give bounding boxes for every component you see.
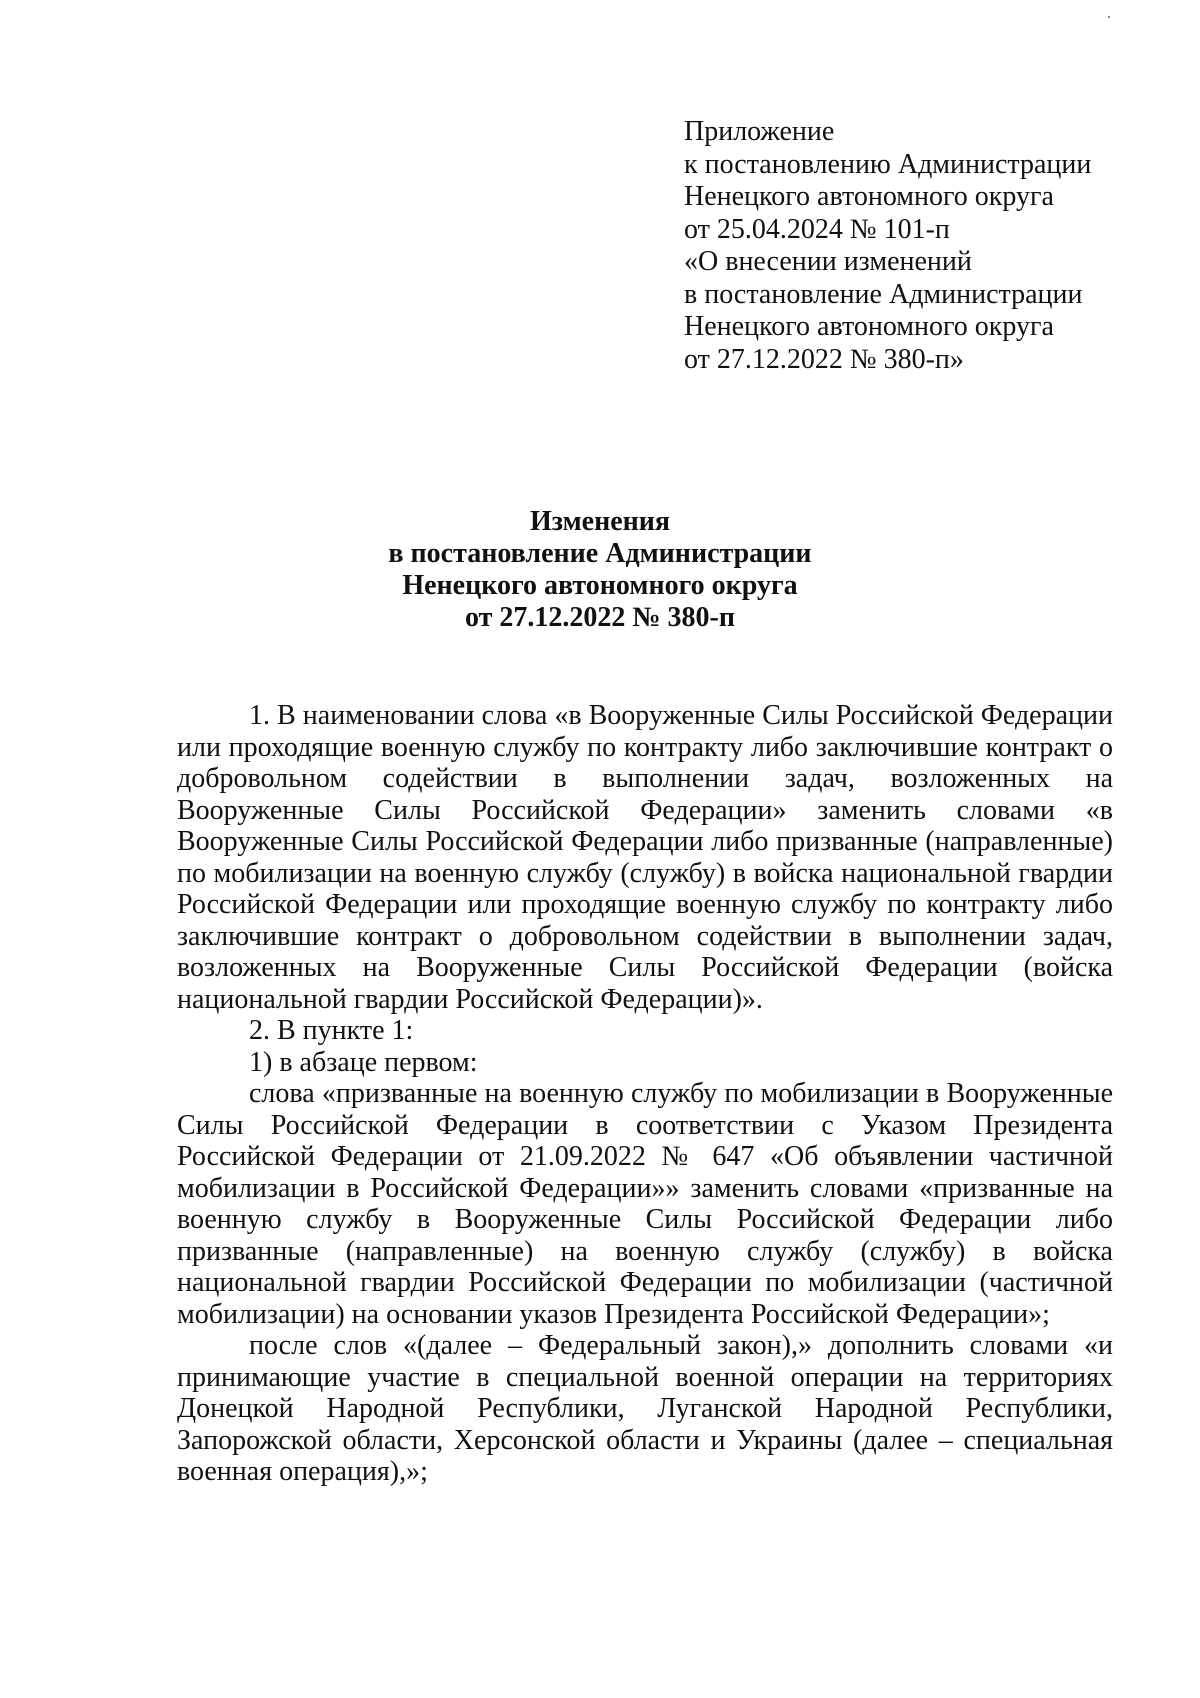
paragraph-item-1: 1. В наименовании слова «в Вооруженные Силы Российской Федерации или проходящие военную службу по контракту либо заключившие контракт о добровольном содействии в выполнении задач, возложенных на Вооруженные Силы Российской Федерации» заменить словами «в Вооруженные Силы Российской Федерации либо призванные (направленные) по мобилизации на военную службу (службу) в войска национальной гвардии Российской Федерации или проходящие военную службу по контракту либо заключившие контракт о добровольном содействии в выполнении задач, возложенных на Вооруженные Силы Российской Федерации (войска национальной гвардии Российской Федерации)». — [177, 700, 1113, 1015]
appendix-line: «О внесении изменений — [684, 246, 972, 277]
appendix-block — [684, 116, 1144, 376]
scan-speck — [1108, 16, 1110, 18]
document-title — [0, 506, 1200, 634]
appendix-line: Ненецкого автономного округа — [684, 311, 1054, 342]
paragraph-item-2: 2. В пункте 1: — [249, 1015, 414, 1046]
document-body — [177, 700, 1113, 1488]
appendix-line: от 25.04.2024 № 101-п — [684, 213, 950, 245]
paragraph-addition: после слов «(далее – Федеральный закон),» дополнить словами «и принимающие участие в специальной военной операции на территориях Донецкой Народной Республики, Луганской Народной Республики, Запорожской области, Херсонской области и Украины (далее – специальная военная операция),»; — [177, 1330, 1113, 1487]
appendix-line: Приложение — [684, 116, 835, 147]
title-line: Ненецкого автономного округа — [402, 570, 798, 601]
paragraph-subitem-1: 1) в абзаце первом: — [249, 1046, 478, 1078]
title-line: от 27.12.2022 № 380-п — [465, 602, 735, 633]
appendix-line: в постановление Администрации — [684, 278, 1083, 310]
appendix-line: к постановлению Администрации — [684, 148, 1092, 180]
title-line: Изменения — [529, 506, 671, 537]
appendix-line: Ненецкого автономного округа — [684, 181, 1054, 212]
title-line: в постановление Администрации — [388, 538, 812, 569]
paragraph-replacement: слова «призванные на военную службу по мобилизации в Вооруженные Силы Российской Федерации в соответствии с Указом Президента Российской Федерации от 21.09.2022 № 647 «Об объявлении частичной мобилизации в Российской Федерации»» заменить словами «призванные на военную службу в Вооруженные Силы Российской Федерации либо призванные (направленные) на военную службу (службу) в войска национальной гвардии Российской Федерации по мобилизации (частичной мобилизации) на основании указов Президента Российской Федерации»; — [177, 1078, 1113, 1330]
appendix-line: от 27.12.2022 № 380-п» — [684, 343, 964, 375]
